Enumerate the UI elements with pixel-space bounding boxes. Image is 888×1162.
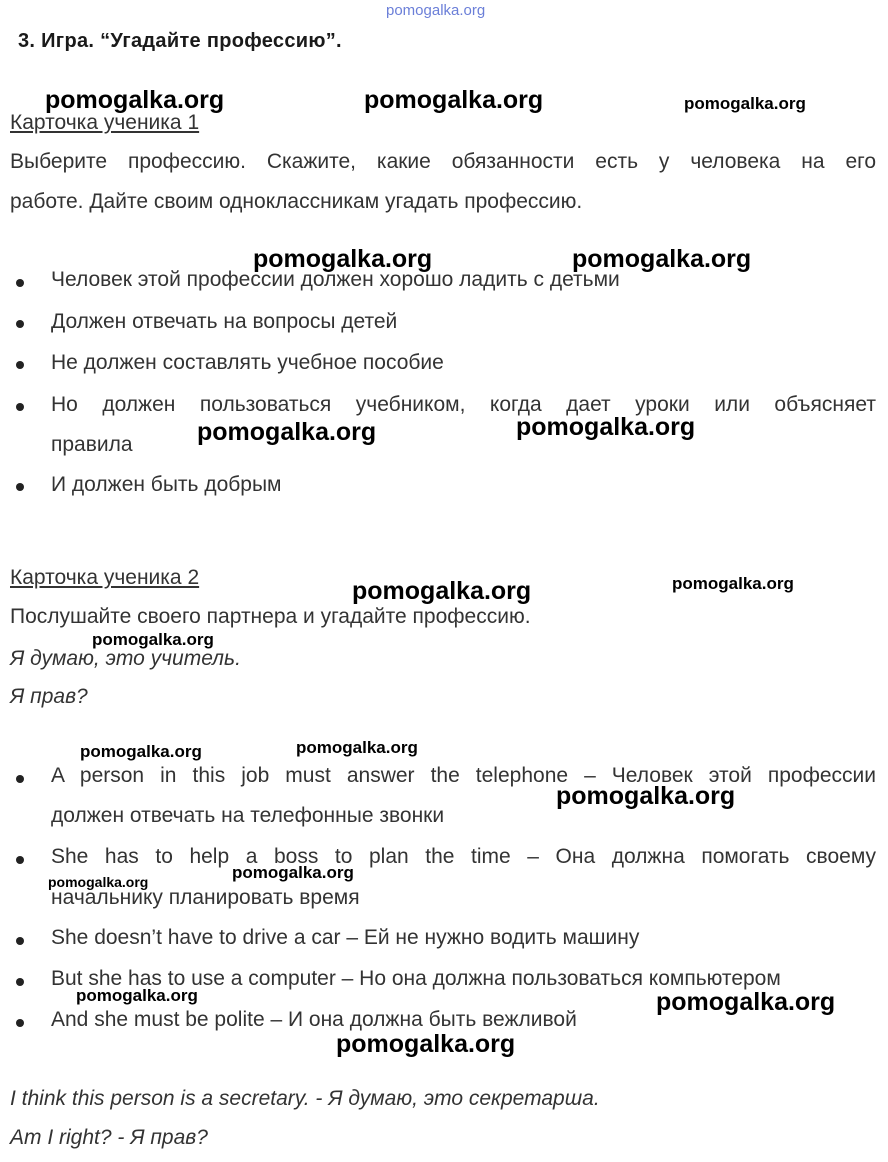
card2-bullet-continuation: должен отвечать на телефонные звонки (51, 804, 445, 827)
card1-instruction-line2: работе. Дайте своим одноклассникам угадать профессию. (10, 190, 583, 213)
watermark: pomogalka.org (684, 94, 806, 113)
card1-bullet: Но должен пользоваться учебником, когда дает уроки или объясняет (51, 393, 876, 416)
watermark: pomogalka.org (556, 782, 736, 810)
card1-instruction-line1: Выберите профессию. Скажите, какие обязанности есть у человека на его (10, 150, 876, 173)
bullet-dot (16, 320, 24, 328)
card1-heading: Карточка ученика 1 (10, 111, 200, 134)
site-link-top[interactable]: pomogalka.org (386, 2, 486, 19)
card1-bullet: Должен отвечать на вопросы детей (51, 310, 398, 333)
watermark: pomogalka.org (352, 577, 532, 605)
watermark: pomogalka.org (253, 245, 433, 273)
card2-heading: Карточка ученика 2 (10, 566, 200, 589)
card2-bullet: But she has to use a computer – Но она должна пользоваться компьютером (51, 967, 781, 990)
bullet-dot (16, 403, 24, 411)
card2-bullet: A person in this job must answer the telephone – Человек этой профессии (51, 764, 876, 787)
watermark: pomogalka.org (197, 418, 377, 446)
card1-bullet: Человек этой профессии должен хорошо ладить с детьми (51, 268, 620, 291)
card2-bullet: She has to help a boss to plan the time – Она должна помогать своему (51, 845, 876, 868)
card2-bullet: And she must be polite – И она должна быть вежливой (51, 1008, 577, 1031)
watermark: pomogalka.org (656, 988, 836, 1016)
watermark: pomogalka.org (572, 245, 752, 273)
watermark: pomogalka.org (45, 86, 225, 114)
watermark: pomogalka.org (48, 874, 149, 890)
bullet-dot (16, 937, 24, 945)
watermark: pomogalka.org (364, 86, 544, 114)
card1-bullet: И должен быть добрым (51, 473, 282, 496)
card2-bullet: She doesn’t have to drive a car – Ей не нужно водить машину (51, 926, 640, 949)
bullet-dot (16, 856, 24, 864)
answer-line-1: I think this person is a secretary. - Я думаю, это секретарша. (10, 1087, 600, 1110)
watermark: pomogalka.org (296, 738, 418, 757)
answer-line-2: Am I right? - Я прав? (10, 1126, 208, 1149)
watermark: pomogalka.org (80, 742, 202, 761)
card2-think-line: Я думаю, это учитель. (10, 647, 241, 670)
watermark: pomogalka.org (516, 413, 696, 441)
card1-bullet: Не должен составлять учебное пособие (51, 351, 444, 374)
card1-bullet-continuation: правила (51, 433, 133, 456)
bullet-dot (16, 1019, 24, 1027)
watermark: pomogalka.org (336, 1030, 516, 1058)
bullet-dot (16, 483, 24, 491)
watermark: pomogalka.org (232, 863, 354, 882)
bullet-dot (16, 361, 24, 369)
card2-instruction: Послушайте своего партнера и угадайте профессию. (10, 605, 531, 628)
watermark: pomogalka.org (672, 574, 794, 593)
card2-bullet-continuation: начальнику планировать время (51, 886, 360, 909)
card2-right-line: Я прав? (10, 685, 88, 708)
bullet-dot (16, 775, 24, 783)
bullet-dot (16, 279, 24, 287)
watermark: pomogalka.org (76, 986, 198, 1005)
exercise-title: 3. Игра. “Угадайте профессию”. (18, 30, 342, 52)
watermark: pomogalka.org (92, 630, 214, 649)
bullet-dot (16, 978, 24, 986)
